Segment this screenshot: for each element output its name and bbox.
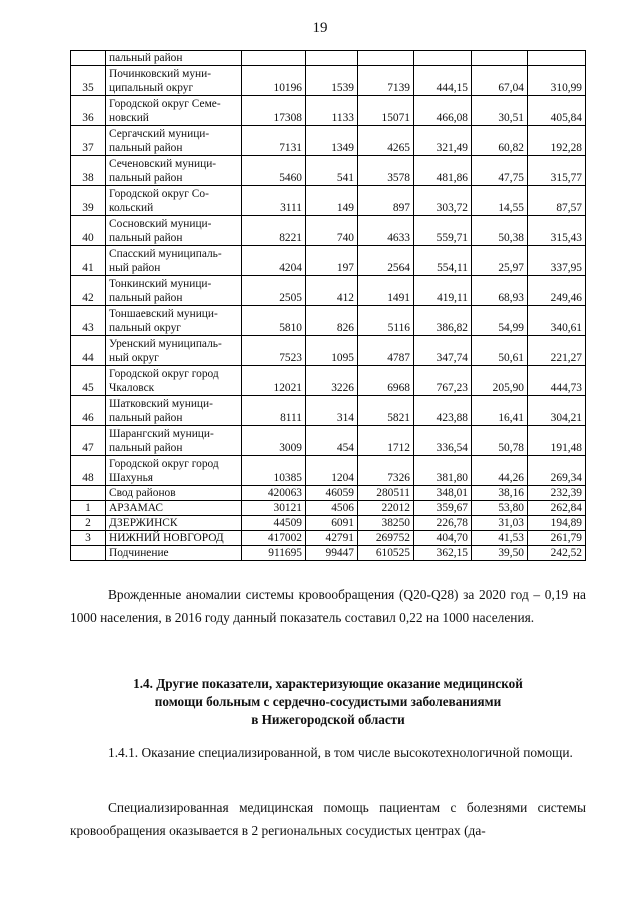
value-cell: 38250 xyxy=(358,516,414,531)
value-cell: 15071 xyxy=(358,96,414,126)
table-row xyxy=(71,396,586,426)
value-cell: 6968 xyxy=(358,366,414,396)
value-cell: 192,28 xyxy=(528,126,586,156)
value-cell: 31,03 xyxy=(472,516,528,531)
value-cell: 337,95 xyxy=(528,246,586,276)
value-cell: 269752 xyxy=(358,531,414,546)
value-cell: 481,86 xyxy=(414,156,472,186)
row-index-cell: 35 xyxy=(71,66,106,96)
paragraph-specialized-care: 1.4.1. Оказание специализированной, в том числе высокотехнологичной помощи. xyxy=(108,745,573,760)
row-name-cell: Уренский муниципаль- ный округ xyxy=(106,336,242,366)
value-cell: 269,34 xyxy=(528,456,586,486)
value-cell: 1204 xyxy=(306,456,358,486)
value-cell: 417002 xyxy=(242,531,306,546)
table-row xyxy=(71,96,586,126)
value-cell: 610525 xyxy=(358,546,414,561)
value-cell: 22012 xyxy=(358,501,414,516)
row-index-cell: 36 xyxy=(71,96,106,126)
value-cell: 1133 xyxy=(306,96,358,126)
value-cell: 149 xyxy=(306,186,358,216)
value-cell: 405,84 xyxy=(528,96,586,126)
value-cell: 197 xyxy=(306,246,358,276)
value-cell xyxy=(414,51,472,66)
row-index-cell xyxy=(71,51,106,66)
value-cell: 362,15 xyxy=(414,546,472,561)
value-cell: 321,49 xyxy=(414,126,472,156)
value-cell: 559,71 xyxy=(414,216,472,246)
value-cell: 38,16 xyxy=(472,486,528,501)
value-cell: 897 xyxy=(358,186,414,216)
value-cell: 249,46 xyxy=(528,276,586,306)
value-cell xyxy=(528,51,586,66)
value-cell: 60,82 xyxy=(472,126,528,156)
row-index-cell: 47 xyxy=(71,426,106,456)
value-cell: 99447 xyxy=(306,546,358,561)
value-cell: 191,48 xyxy=(528,426,586,456)
value-cell: 3009 xyxy=(242,426,306,456)
value-cell: 348,01 xyxy=(414,486,472,501)
value-cell: 444,15 xyxy=(414,66,472,96)
value-cell: 44,26 xyxy=(472,456,528,486)
value-cell: 50,38 xyxy=(472,216,528,246)
value-cell: 262,84 xyxy=(528,501,586,516)
value-cell: 5821 xyxy=(358,396,414,426)
table-body xyxy=(71,51,586,561)
value-cell: 404,70 xyxy=(414,531,472,546)
row-name-cell: Тонкинский муници- пальный район xyxy=(106,276,242,306)
row-index-cell: 1 xyxy=(71,501,106,516)
paragraph-congenital-anomalies xyxy=(70,583,586,629)
table-row xyxy=(71,216,586,246)
row-name-cell: Подчинение xyxy=(106,546,242,561)
value-cell: 347,74 xyxy=(414,336,472,366)
row-name-cell: Шарангский муници- пальный район xyxy=(106,426,242,456)
value-cell: 44509 xyxy=(242,516,306,531)
value-cell: 4506 xyxy=(306,501,358,516)
value-cell: 5460 xyxy=(242,156,306,186)
value-cell: 12021 xyxy=(242,366,306,396)
value-cell: 39,50 xyxy=(472,546,528,561)
value-cell: 3578 xyxy=(358,156,414,186)
table-row xyxy=(71,336,586,366)
value-cell: 10196 xyxy=(242,66,306,96)
row-name-cell: Сергачский муници- пальный район xyxy=(106,126,242,156)
table-row xyxy=(71,66,586,96)
value-cell: 541 xyxy=(306,156,358,186)
value-cell: 1712 xyxy=(358,426,414,456)
value-cell: 50,61 xyxy=(472,336,528,366)
table-row xyxy=(71,306,586,336)
table-row xyxy=(71,246,586,276)
value-cell: 767,23 xyxy=(414,366,472,396)
value-cell: 304,21 xyxy=(528,396,586,426)
table-row xyxy=(71,156,586,186)
value-cell: 911695 xyxy=(242,546,306,561)
value-cell: 340,61 xyxy=(528,306,586,336)
row-name-cell: Тоншаевский муници- пальный округ xyxy=(106,306,242,336)
table-row xyxy=(71,486,586,501)
row-index-cell: 37 xyxy=(71,126,106,156)
value-cell: 7326 xyxy=(358,456,414,486)
row-name-cell: Городской округ город Чкаловск xyxy=(106,366,242,396)
value-cell: 2564 xyxy=(358,246,414,276)
row-name-cell: Свод районов xyxy=(106,486,242,501)
row-index-cell: 44 xyxy=(71,336,106,366)
row-name-cell: пальный район xyxy=(106,51,242,66)
row-index-cell: 41 xyxy=(71,246,106,276)
value-cell: 3226 xyxy=(306,366,358,396)
value-cell: 3111 xyxy=(242,186,306,216)
table-row xyxy=(71,456,586,486)
value-cell: 17308 xyxy=(242,96,306,126)
value-cell: 14,55 xyxy=(472,186,528,216)
value-cell: 466,08 xyxy=(414,96,472,126)
value-cell: 315,77 xyxy=(528,156,586,186)
statistics-table xyxy=(70,50,586,561)
value-cell: 423,88 xyxy=(414,396,472,426)
row-index-cell xyxy=(71,546,106,561)
value-cell: 47,75 xyxy=(472,156,528,186)
value-cell: 444,73 xyxy=(528,366,586,396)
row-index-cell: 39 xyxy=(71,186,106,216)
value-cell: 6091 xyxy=(306,516,358,531)
value-cell: 30,51 xyxy=(472,96,528,126)
paragraph-vascular-centers: Специализированная медицинская помощь пациентам с болезнями системы кровообращения оказывается в 2 региональных сосудистых центрах (да- xyxy=(70,800,586,838)
section-heading: 1.4. Другие показатели, характеризующие оказание медицинской помощи больным с сердечно-сосудистыми заболеваниями в Нижегородской области xyxy=(133,676,523,727)
row-name-cell: АРЗАМАС xyxy=(106,501,242,516)
row-index-cell: 45 xyxy=(71,366,106,396)
page-number: 19 xyxy=(312,20,328,36)
value-cell: 7139 xyxy=(358,66,414,96)
row-name-cell: НИЖНИЙ НОВГОРОД xyxy=(106,531,242,546)
row-index-cell xyxy=(71,486,106,501)
value-cell: 46059 xyxy=(306,486,358,501)
value-cell: 68,93 xyxy=(472,276,528,306)
value-cell: 205,90 xyxy=(472,366,528,396)
value-cell: 4204 xyxy=(242,246,306,276)
value-cell: 42791 xyxy=(306,531,358,546)
table-row xyxy=(71,516,586,531)
value-cell xyxy=(306,51,358,66)
row-index-cell: 38 xyxy=(71,156,106,186)
value-cell: 310,99 xyxy=(528,66,586,96)
value-cell: 4787 xyxy=(358,336,414,366)
row-name-cell: Сеченовский муници- пальный район xyxy=(106,156,242,186)
value-cell: 1349 xyxy=(306,126,358,156)
row-index-cell: 40 xyxy=(71,216,106,246)
row-index-cell: 46 xyxy=(71,396,106,426)
row-index-cell: 42 xyxy=(71,276,106,306)
value-cell: 25,97 xyxy=(472,246,528,276)
value-cell: 10385 xyxy=(242,456,306,486)
row-index-cell: 2 xyxy=(71,516,106,531)
table-row xyxy=(71,186,586,216)
row-name-cell: Починковский муни- ципальный округ xyxy=(106,66,242,96)
value-cell: 4633 xyxy=(358,216,414,246)
value-cell: 7131 xyxy=(242,126,306,156)
value-cell: 7523 xyxy=(242,336,306,366)
row-name-cell: Шатковский муници- пальный район xyxy=(106,396,242,426)
row-index-cell: 43 xyxy=(71,306,106,336)
value-cell: 2505 xyxy=(242,276,306,306)
value-cell: 420063 xyxy=(242,486,306,501)
value-cell: 53,80 xyxy=(472,501,528,516)
value-cell: 386,82 xyxy=(414,306,472,336)
value-cell: 8221 xyxy=(242,216,306,246)
value-cell: 826 xyxy=(306,306,358,336)
value-cell: 554,11 xyxy=(414,246,472,276)
value-cell: 336,54 xyxy=(414,426,472,456)
table-row xyxy=(71,531,586,546)
value-cell: 232,39 xyxy=(528,486,586,501)
value-cell: 314 xyxy=(306,396,358,426)
table-row xyxy=(71,51,586,66)
value-cell: 194,89 xyxy=(528,516,586,531)
table-row xyxy=(71,126,586,156)
value-cell: 8111 xyxy=(242,396,306,426)
value-cell: 54,99 xyxy=(472,306,528,336)
table-row xyxy=(71,276,586,306)
value-cell: 5116 xyxy=(358,306,414,336)
value-cell xyxy=(242,51,306,66)
value-cell: 412 xyxy=(306,276,358,306)
paragraph-text: Врожденные аномалии системы кровообращения (Q20-Q28) за 2020 год – 0,19 на 1000 населения, в 2016 году данный показатель составил 0,22 на 1000 населения. xyxy=(70,587,586,625)
value-cell: 30121 xyxy=(242,501,306,516)
value-cell: 1095 xyxy=(306,336,358,366)
value-cell: 1539 xyxy=(306,66,358,96)
value-cell: 454 xyxy=(306,426,358,456)
value-cell: 419,11 xyxy=(414,276,472,306)
row-name-cell: Сосновский муници- пальный район xyxy=(106,216,242,246)
row-name-cell: Городской округ Семе- новский xyxy=(106,96,242,126)
value-cell: 226,78 xyxy=(414,516,472,531)
row-name-cell: Спасский муниципаль- ный район xyxy=(106,246,242,276)
table-row xyxy=(71,501,586,516)
value-cell: 261,79 xyxy=(528,531,586,546)
row-index-cell: 3 xyxy=(71,531,106,546)
value-cell: 381,80 xyxy=(414,456,472,486)
value-cell: 740 xyxy=(306,216,358,246)
value-cell: 5810 xyxy=(242,306,306,336)
value-cell: 303,72 xyxy=(414,186,472,216)
value-cell xyxy=(472,51,528,66)
value-cell: 50,78 xyxy=(472,426,528,456)
value-cell: 280511 xyxy=(358,486,414,501)
row-name-cell: Городской округ Со- кольский xyxy=(106,186,242,216)
table-row xyxy=(71,546,586,561)
value-cell: 1491 xyxy=(358,276,414,306)
row-name-cell: ДЗЕРЖИНСК xyxy=(106,516,242,531)
table-row xyxy=(71,426,586,456)
value-cell: 67,04 xyxy=(472,66,528,96)
table-row xyxy=(71,366,586,396)
value-cell: 87,57 xyxy=(528,186,586,216)
value-cell xyxy=(358,51,414,66)
row-index-cell: 48 xyxy=(71,456,106,486)
value-cell: 16,41 xyxy=(472,396,528,426)
value-cell: 359,67 xyxy=(414,501,472,516)
value-cell: 4265 xyxy=(358,126,414,156)
value-cell: 41,53 xyxy=(472,531,528,546)
row-name-cell: Городской округ город Шахунья xyxy=(106,456,242,486)
value-cell: 315,43 xyxy=(528,216,586,246)
value-cell: 242,52 xyxy=(528,546,586,561)
value-cell: 221,27 xyxy=(528,336,586,366)
